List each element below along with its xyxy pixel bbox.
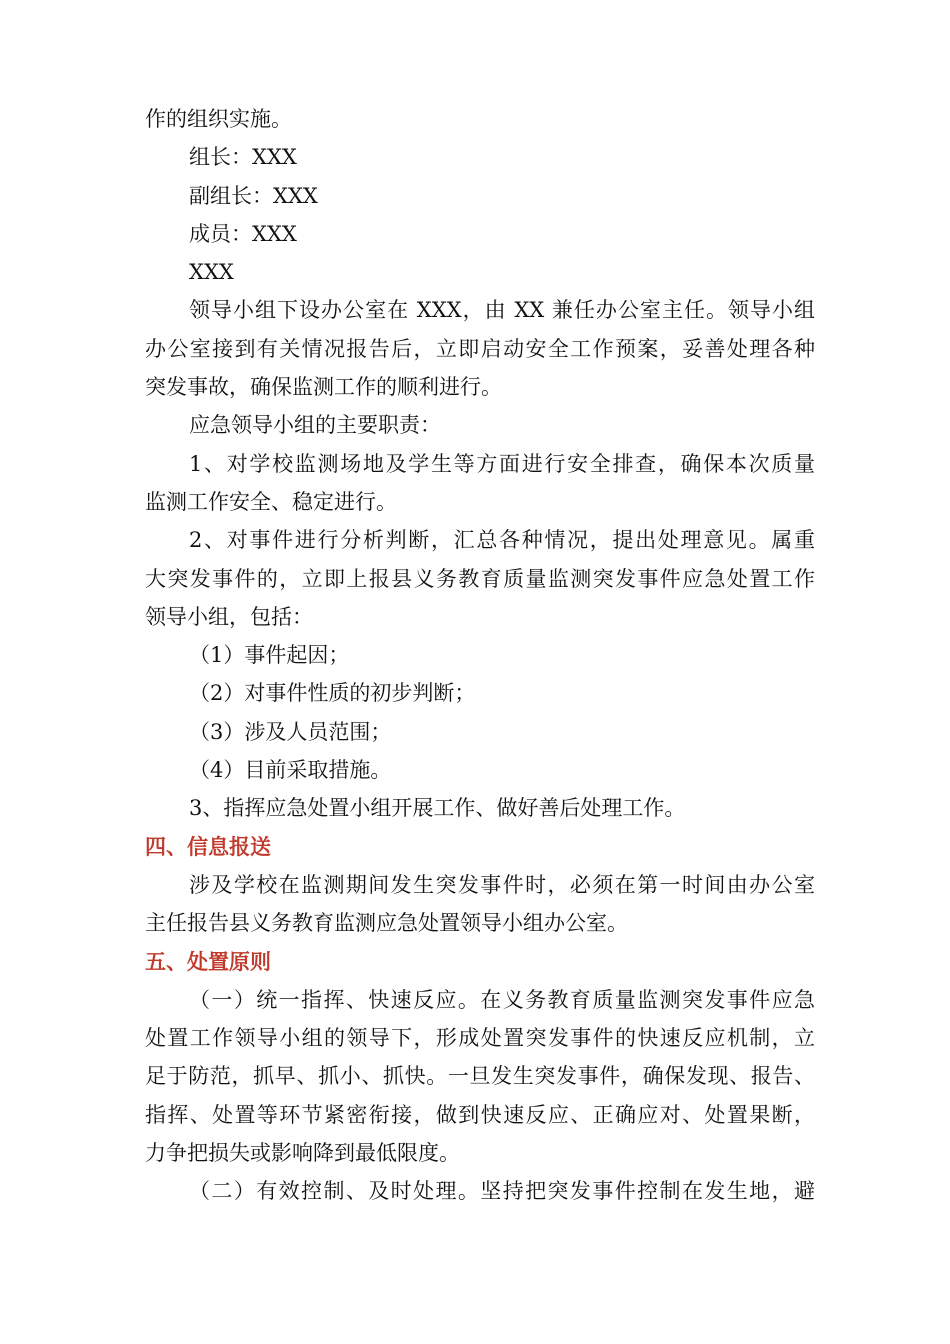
body-text-line: （一）统一指挥、快速反应。在义务教育质量监测突发事件应急 [189, 987, 815, 1012]
body-text-line: 突发事故，确保监测工作的顺利进行。 [145, 375, 502, 400]
body-text-line: 主任报告县义务教育监测应急处置领导小组办公室。 [145, 911, 628, 936]
body-text-line: 大突发事件的，立即上报县义务教育质量监测突发事件应急处置工作 [145, 566, 815, 591]
body-text-line: 领导小组，包括： [145, 604, 313, 629]
body-text-line: 涉及学校在监测期间发生突发事件时，必须在第一时间由办公室 [189, 872, 815, 897]
deputy-leader-line: 副组长：XXX [189, 183, 318, 208]
team-leader-line: 组长：XXX [189, 145, 297, 170]
body-text-line: 作的组织实施。 [145, 107, 292, 131]
document-body [145, 100, 815, 1211]
list-item-line: 3、指挥应急处置小组开展工作、做好善后处理工作。 [189, 796, 686, 821]
members-line: 成员：XXX [189, 221, 297, 246]
body-text-line: 足于防范，抓早、抓小、抓快。一旦发生突发事件，确保发现、报告、 [145, 1064, 815, 1089]
body-text-line: 指挥、处置等环节紧密衔接，做到快速反应、正确应对、处置果断， [145, 1102, 815, 1127]
body-text-line: 办公室接到有关情况报告后，立即启动安全工作预案，妥善处理各种 [145, 336, 815, 361]
sub-list-item: （1）事件起因； [189, 643, 350, 668]
sub-list-item: （3）涉及人员范围； [189, 719, 392, 744]
section-heading: 四、信息报送 [145, 834, 271, 859]
list-item-line: 1、对学校监测场地及学生等方面进行安全排查，确保本次质量 [189, 451, 815, 476]
sub-list-item: （2）对事件性质的初步判断； [189, 681, 476, 706]
body-text-line: 处置工作领导小组的领导下，形成处置突发事件的快速反应机制，立 [145, 1026, 815, 1051]
list-item-line: 2、对事件进行分析判断，汇总各种情况，提出处理意见。属重 [189, 528, 815, 553]
section-heading: 五、处置原则 [145, 949, 271, 974]
body-text-line: 领导小组下设办公室在 XXX，由 XX 兼任办公室主任。领导小组 [189, 298, 815, 323]
body-text-line: 监测工作安全、稳定进行。 [145, 489, 397, 514]
members-continued-line: XXX [189, 260, 234, 285]
body-text-line: 力争把损失或影响降到最低限度。 [145, 1141, 460, 1166]
sub-list-item: （4）目前采取措施。 [189, 758, 392, 783]
body-text-line: 应急领导小组的主要职责： [189, 413, 441, 438]
body-text-line: （二）有效控制、及时处理。坚持把突发事件控制在发生地，避 [189, 1179, 815, 1204]
